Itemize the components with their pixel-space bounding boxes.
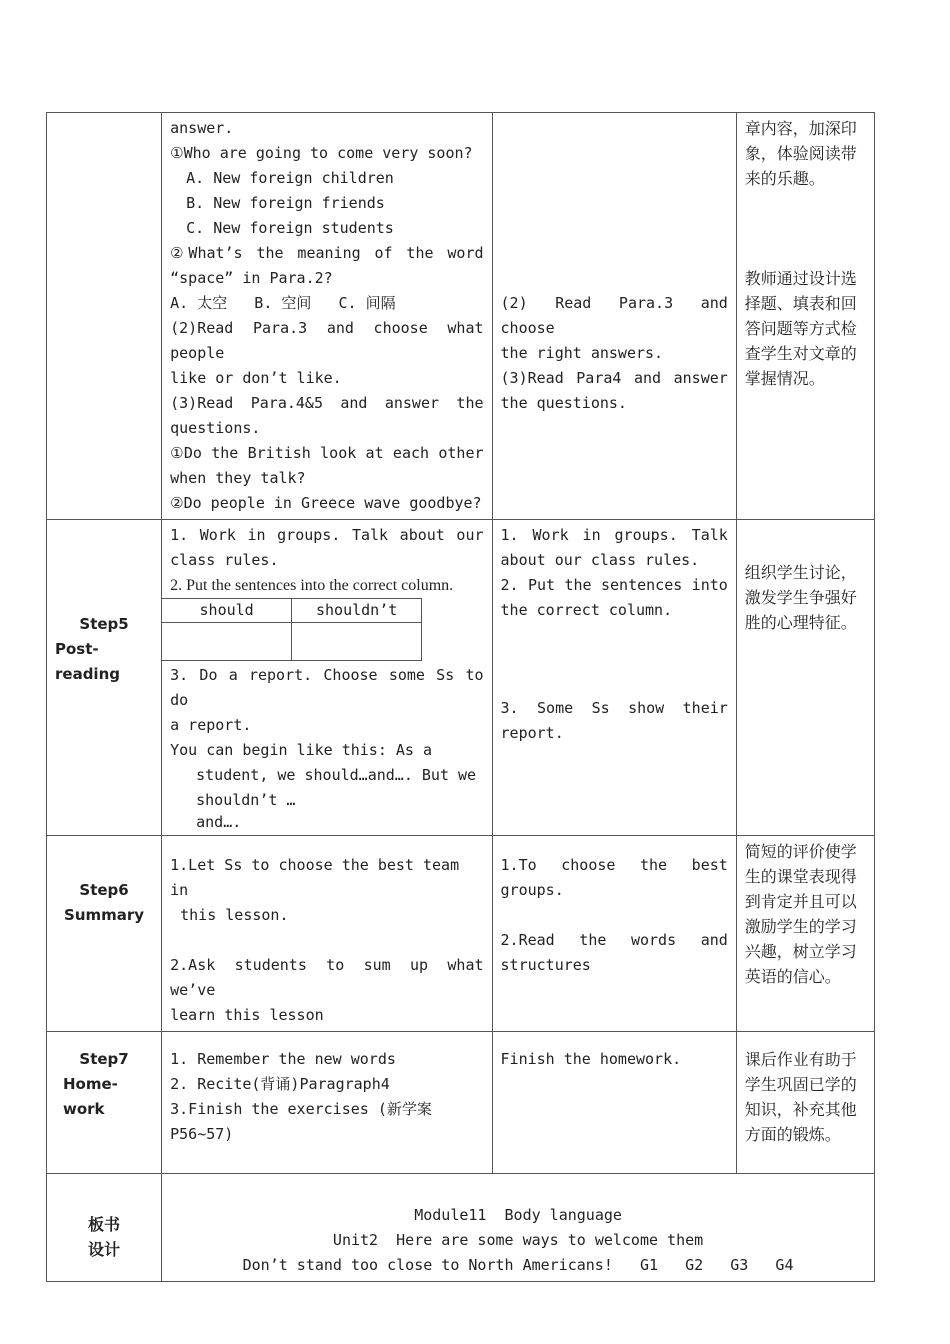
activity-line: (2)Read Para.3 and choose what people: [170, 319, 493, 362]
activity-line: this lesson.: [180, 906, 289, 924]
activity-line: 2.Ask students to sum up what we’ve: [170, 956, 493, 999]
purpose-line: 兴趣，树立学习: [744, 942, 857, 961]
purpose-line: 到肯定并且可以: [744, 892, 857, 911]
purpose-line: 简短的评价使学: [744, 842, 857, 861]
step7-title: Step7: [79, 1050, 129, 1068]
step6-teacher-cell: [162, 836, 492, 1032]
activity-line: 1.Let Ss to choose the best team in: [170, 856, 469, 899]
student-line: (3)Read Para4 and answer: [500, 369, 728, 387]
purpose-line: 方面的锻炼。: [744, 1125, 841, 1144]
step5-student-cell: [492, 520, 736, 836]
activity-line: answer.: [170, 119, 234, 137]
purpose-line: 查学生对文章的: [744, 344, 857, 363]
student-line: 3. Some Ss show their: [500, 699, 728, 717]
step5-row: [47, 520, 875, 836]
student-line: Finish the homework.: [500, 1050, 682, 1068]
purpose-line: 激发学生争强好: [744, 588, 857, 607]
purpose-line: 掌握情况。: [744, 369, 825, 388]
student-line: (2) Read Para.3 and choose: [500, 294, 737, 337]
step7-student-cell: [492, 1032, 736, 1174]
activity-line: ②What’s the meaning of the word: [170, 244, 484, 262]
student-line: about our class rules.: [500, 551, 700, 569]
activity-line: 1. Remember the new words: [170, 1050, 396, 1068]
while-reading-row: [47, 113, 875, 520]
purpose-cell: [736, 113, 874, 520]
student-line: report.: [500, 724, 564, 742]
board-content-cell: [162, 1174, 875, 1282]
student-line: 2. Put the sentences into: [500, 576, 728, 594]
purpose-line: 择题、填表和回: [744, 294, 857, 313]
purpose-line: 教师通过设计选: [744, 269, 857, 288]
step6-purpose-cell: [736, 836, 874, 1032]
step5-title: reading: [55, 665, 120, 683]
activity-line: a report.: [170, 716, 252, 734]
activity-line: when they talk?: [170, 469, 306, 487]
shouldnt-header: shouldn’t: [292, 599, 422, 623]
step7-title-cell: [47, 1032, 162, 1174]
student-line: groups.: [500, 881, 564, 899]
board-line: Don’t stand too close to North Americans! G1 G2 G3 G4: [242, 1256, 794, 1274]
purpose-line: 组织学生讨论，: [744, 563, 857, 582]
activity-line: 2. Recite(背诵)Paragraph4: [170, 1075, 390, 1093]
student-line: the right answers.: [500, 344, 664, 362]
step5-title: Post-: [55, 640, 99, 658]
step7-teacher-cell: [162, 1032, 492, 1174]
activity-line: class rules.: [170, 551, 279, 569]
teacher-activity-cell: [162, 113, 492, 520]
activity-line: like or don’t like.: [170, 369, 342, 387]
student-activity-cell: [492, 113, 736, 520]
activity-line: questions.: [170, 419, 261, 437]
activity-line: and….: [196, 813, 242, 831]
board-line: Module11 Body language: [414, 1206, 622, 1224]
option-line: B. New foreign friends: [186, 194, 385, 212]
step6-student-cell: [492, 836, 736, 1032]
purpose-line: 胜的心理特征。: [744, 613, 857, 632]
step6-title: Step6: [79, 881, 129, 899]
student-line: 2.Read the words and: [500, 931, 728, 949]
option-line: A. 太空 B. 空间 C. 间隔: [170, 294, 396, 312]
step-cell-empty: [47, 113, 162, 520]
board-title: 设计: [88, 1240, 121, 1259]
activity-line: learn this lesson: [170, 1006, 324, 1024]
student-line: structures: [500, 956, 591, 974]
purpose-line: 课后作业有助于: [744, 1050, 857, 1069]
board-design-row: [47, 1174, 875, 1282]
option-line: C. New foreign students: [186, 219, 394, 237]
lesson-plan-table: [46, 112, 875, 1282]
step7-purpose-cell: [736, 1032, 874, 1174]
purpose-line: 章内容，加深印: [744, 119, 857, 138]
step7-title: work: [63, 1100, 105, 1118]
option-line: A. New foreign children: [186, 169, 394, 187]
student-line: the correct column.: [500, 601, 673, 619]
purpose-line: 来的乐趣。: [744, 169, 825, 188]
board-title-cell: [47, 1174, 162, 1282]
step5-teacher-cell: [162, 520, 492, 836]
step5-title: Step5: [79, 615, 129, 633]
activity-line: “space” in Para.2?: [170, 269, 333, 287]
step7-row: [47, 1032, 875, 1174]
step7-title: Home-: [63, 1075, 118, 1093]
purpose-line: 学生巩固已学的: [744, 1075, 857, 1094]
activity-line: 3. Do a report. Choose some Ss to do: [170, 666, 493, 709]
activity-line: student, we should…and…. But we: [196, 766, 477, 784]
activity-line: (3)Read Para.4&5 and answer the: [170, 394, 484, 412]
purpose-line: 知识，补充其他: [744, 1100, 857, 1119]
activity-line: 1. Work in groups. Talk about our: [170, 526, 484, 544]
step5-title-cell: [47, 520, 162, 836]
step5-purpose-cell: [736, 520, 874, 836]
step6-title: Summary: [64, 906, 145, 924]
shouldnt-blank: [292, 623, 422, 661]
activity-line: P56~57): [170, 1125, 234, 1143]
should-shouldnt-table: [161, 598, 422, 661]
purpose-line: 英语的信心。: [744, 967, 841, 986]
purpose-line: 答问题等方式检: [744, 319, 857, 338]
should-blank: [162, 623, 292, 661]
step6-title-cell: [47, 836, 162, 1032]
board-title: 板书: [88, 1215, 121, 1234]
purpose-line: 象，体验阅读带: [744, 144, 857, 163]
board-line: Unit2 Here are some ways to welcome them: [332, 1231, 704, 1249]
activity-line: 2. Put the sentences into the correct column.: [170, 577, 454, 594]
activity-line: You can begin like this: As a: [170, 741, 433, 759]
should-header: should: [162, 599, 292, 623]
activity-line: shouldn’t …: [196, 791, 296, 809]
activity-line: ①Do the British look at each other: [170, 444, 484, 462]
activity-line: ①Who are going to come very soon?: [170, 144, 473, 162]
step6-row: [47, 836, 875, 1032]
student-line: 1. Work in groups. Talk: [500, 526, 728, 544]
student-line: 1.To choose the best: [500, 856, 728, 874]
purpose-line: 激励学生的学习: [744, 917, 857, 936]
activity-line: 3.Finish the exercises (新学案: [170, 1100, 432, 1118]
activity-line: ②Do people in Greece wave goodbye?: [170, 494, 482, 512]
purpose-line: 生的课堂表现得: [744, 867, 857, 886]
student-line: the questions.: [500, 394, 627, 412]
